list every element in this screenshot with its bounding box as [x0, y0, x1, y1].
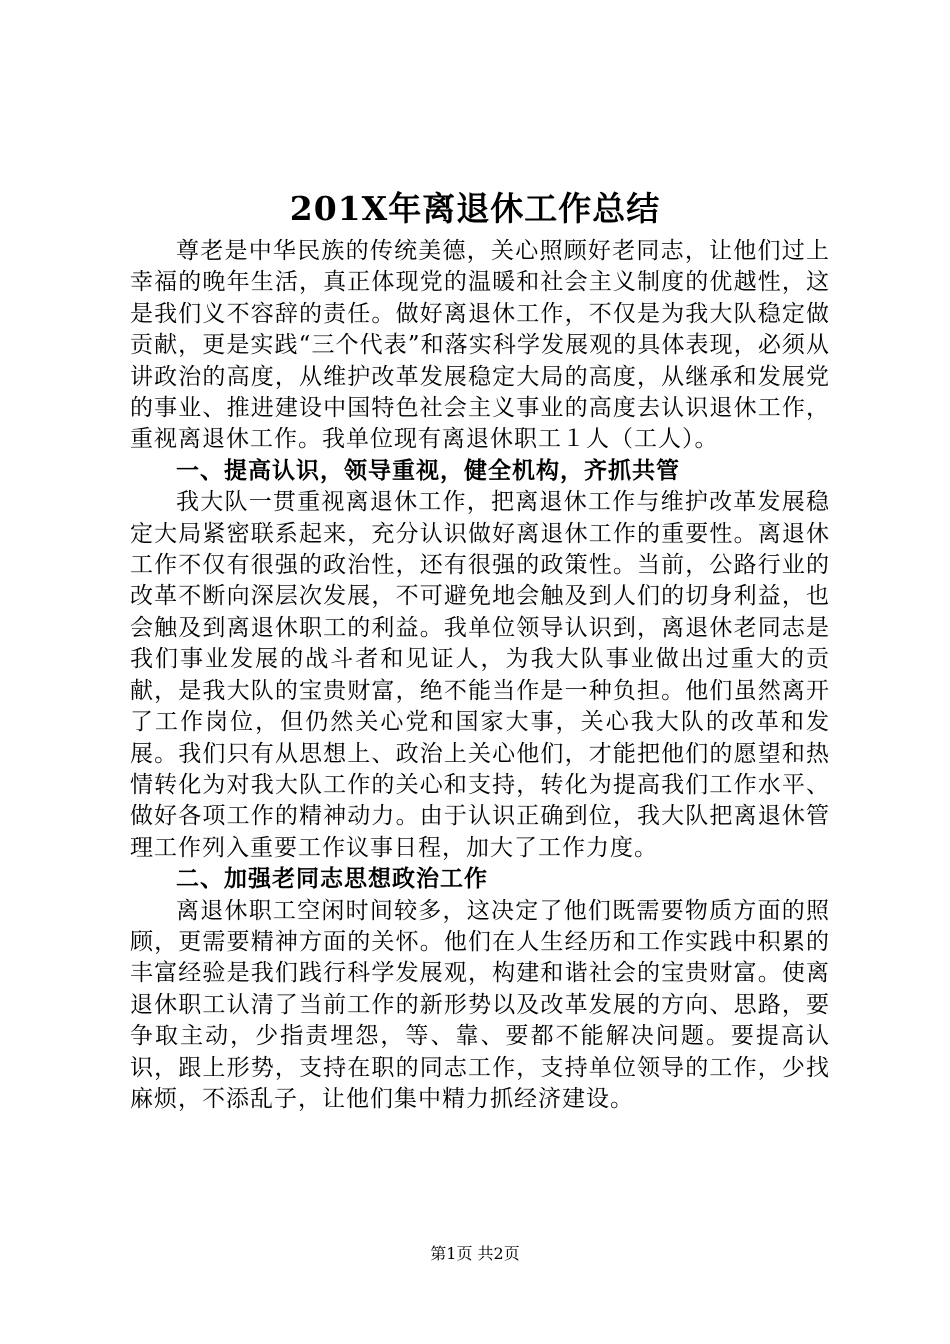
document-title: 201X年离退休工作总结 [289, 189, 661, 228]
section-1-paragraph: 我大队一贯重视离退休工作，把离退休工作与维护改革发展稳定大局紧密联系起来，充分认识做好离退休工作的重要性。离退休工作不仅有很强的政治性，还有很强的政策性。当前，公路行业的改革不断向深层次发展，不可避免地会触及到人们的切身利益，也会触及到离退休职工的利益。我单位领导认识到，离退休老同志是我们事业发展的战斗者和见证人，为我大队事业做出过重大的贡献，是我大队的宝贵财富，绝不能当作是一种负担。他们虽然离开了工作岗位，但仍然关心党和国家大事，关心我大队的改革和发展。我们只有从思想上、政治上关心他们，才能把他们的愿望和热情转化为对我大队工作的关心和支持，转化为提高我们工作水平、做好各项工作的精神动力。由于认识正确到位，我大队把离退休管理工作列入重要工作议事日程，加大了工作力度。 [130, 489, 830, 861]
section-heading-1: 一、提高认识，领导重视，健全机构，齐抓共管 [176, 457, 680, 484]
section-2-paragraph: 离退休职工空闲时间较多，这决定了他们既需要物质方面的照顾，更需要精神方面的关怀。他们在人生经历和工作实践中积累的丰富经验是我们践行科学发展观，构建和谐社会的宝贵财富。使离退休职工认清了当前工作的新形势以及改革发展的方向、思路，要争取主动，少指责埋怨，等、靠、要都不能解决问题。要提高认识，跟上形势，支持在职的同志工作，支持单位领导的工作，少找麻烦，不添乱子，让他们集中精力抓经济建设。 [130, 897, 830, 1112]
section-heading-2: 二、加强老同志思想政治工作 [176, 866, 488, 893]
page-footer: 第1页 共2页 [430, 1244, 520, 1263]
intro-paragraph: 尊老是中华民族的传统美德，关心照顾好老同志，让他们过上幸福的晚年生活，真正体现党的温暖和社会主义制度的优越性，这是我们义不容辞的责任。做好离退休工作，不仅是为我大队稳定做贡献，更是实践“三个代表”和落实科学发展观的具体表现，必须从讲政治的高度，从维护改革发展稳定大局的高度，从继承和发展党的事业、推进建设中国特色社会主义事业的高度去认识退休工作，重视离退休工作。我单位现有离退休职工１人（工人）。 [130, 238, 830, 453]
document-body [130, 236, 830, 1115]
